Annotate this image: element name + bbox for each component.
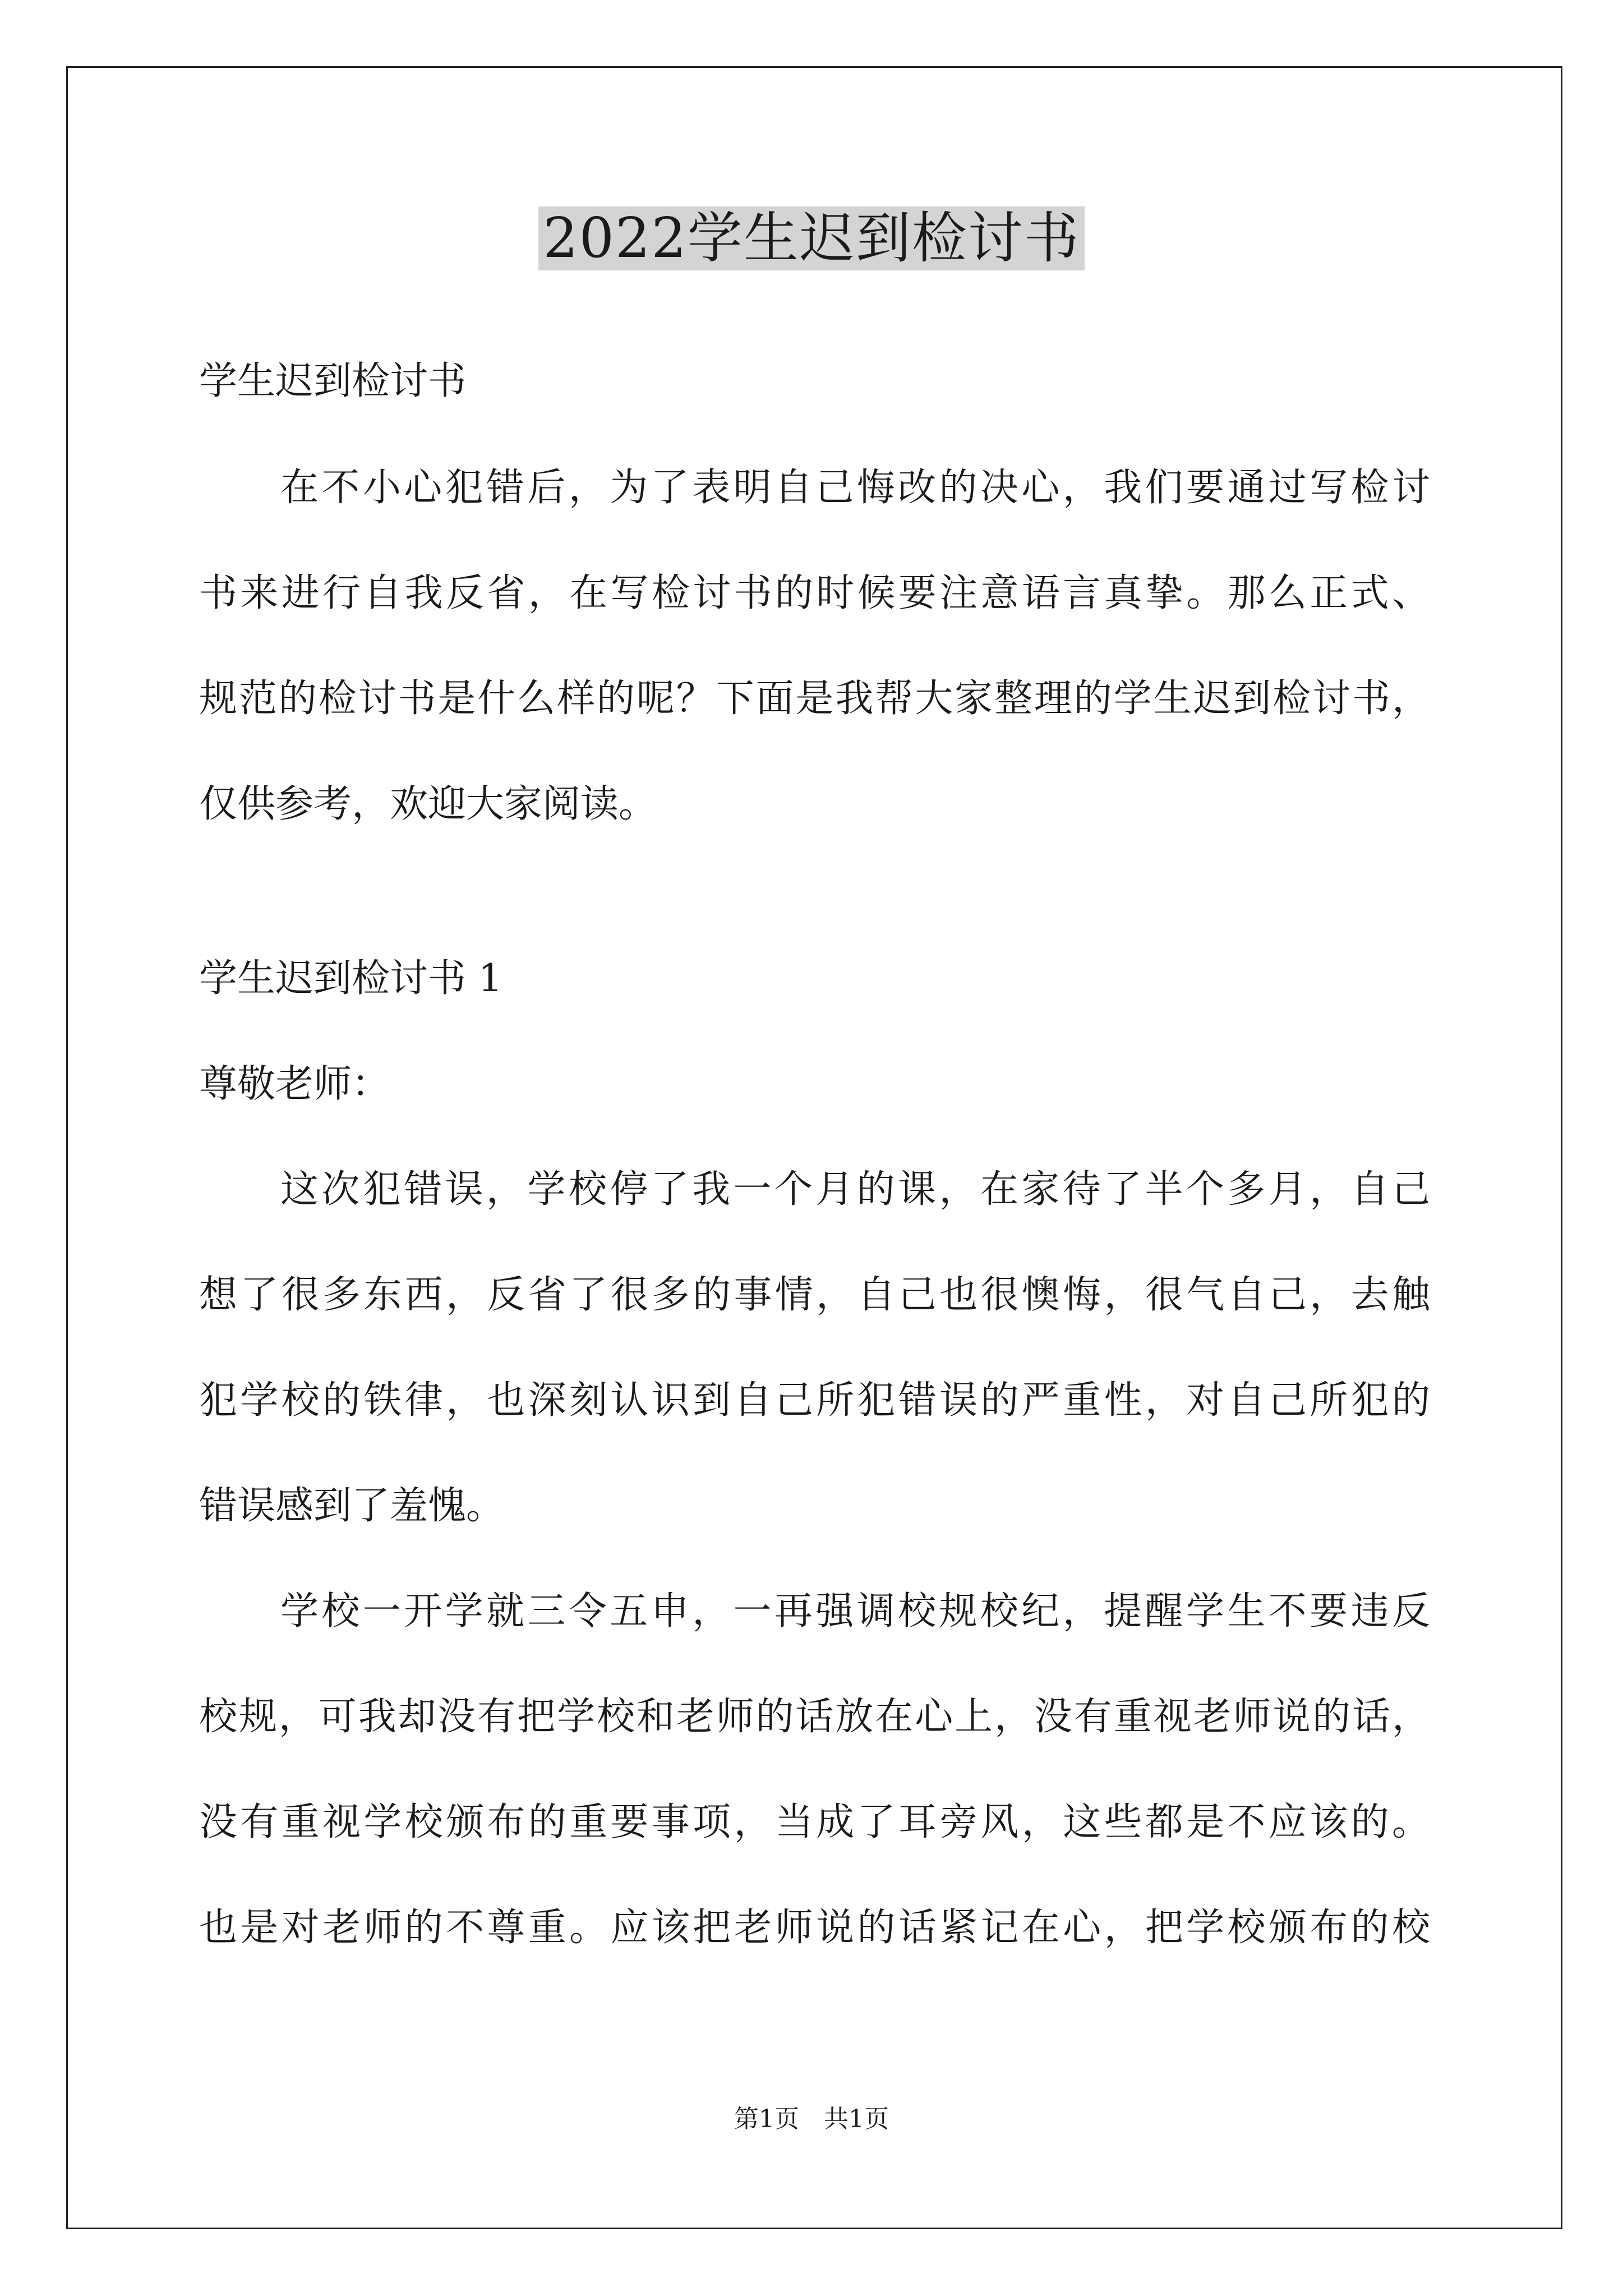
paragraph-line: 校规，可我却没有把学校和老师的话放在心上，没有重视老师说的话， xyxy=(199,1695,1430,1739)
paragraph-line: 没有重视学校颁布的重要事项，当成了耳旁风，这些都是不应该的。 xyxy=(199,1800,1430,1844)
paragraph-line: 这次犯错误，学校停了我一个月的课，在家待了半个多月，自己 xyxy=(280,1167,1430,1212)
section-heading: 学生迟到检讨书 1 xyxy=(199,956,502,1001)
paragraph-line: 学校一开学就三令五申，一再强调校规校纪，提醒学生不要违反 xyxy=(280,1589,1430,1634)
intro-line: 仅供参考，欢迎大家阅读。 xyxy=(199,782,657,826)
salutation: 尊敬老师： xyxy=(199,1062,390,1106)
document-title-text: 2022学生迟到检讨书 xyxy=(538,206,1084,270)
paragraph-line: 想了很多东西，反省了很多的事情，自己也很懊悔，很气自己，去触 xyxy=(199,1273,1430,1317)
intro-line: 在不小心犯错后，为了表明自己悔改的决心，我们要通过写检讨 xyxy=(280,466,1430,510)
paragraph-line: 犯学校的铁律，也深刻认识到自己所犯错误的严重性，对自己所犯的 xyxy=(199,1378,1430,1423)
page-footer: 第1页 共1页 xyxy=(734,2105,889,2133)
intro-line: 规范的检讨书是什么样的呢？下面是我帮大家整理的学生迟到检讨书， xyxy=(199,677,1430,721)
paragraph-line: 错误感到了羞愧。 xyxy=(199,1484,505,1528)
document-subtitle: 学生迟到检讨书 xyxy=(199,359,467,403)
document-title xyxy=(0,199,1623,278)
intro-line: 书来进行自我反省，在写检讨书的时候要注意语言真挚。那么正式、 xyxy=(199,571,1430,615)
paragraph-line: 也是对老师的不尊重。应该把老师说的话紧记在心，把学校颁布的校 xyxy=(199,1906,1430,1950)
